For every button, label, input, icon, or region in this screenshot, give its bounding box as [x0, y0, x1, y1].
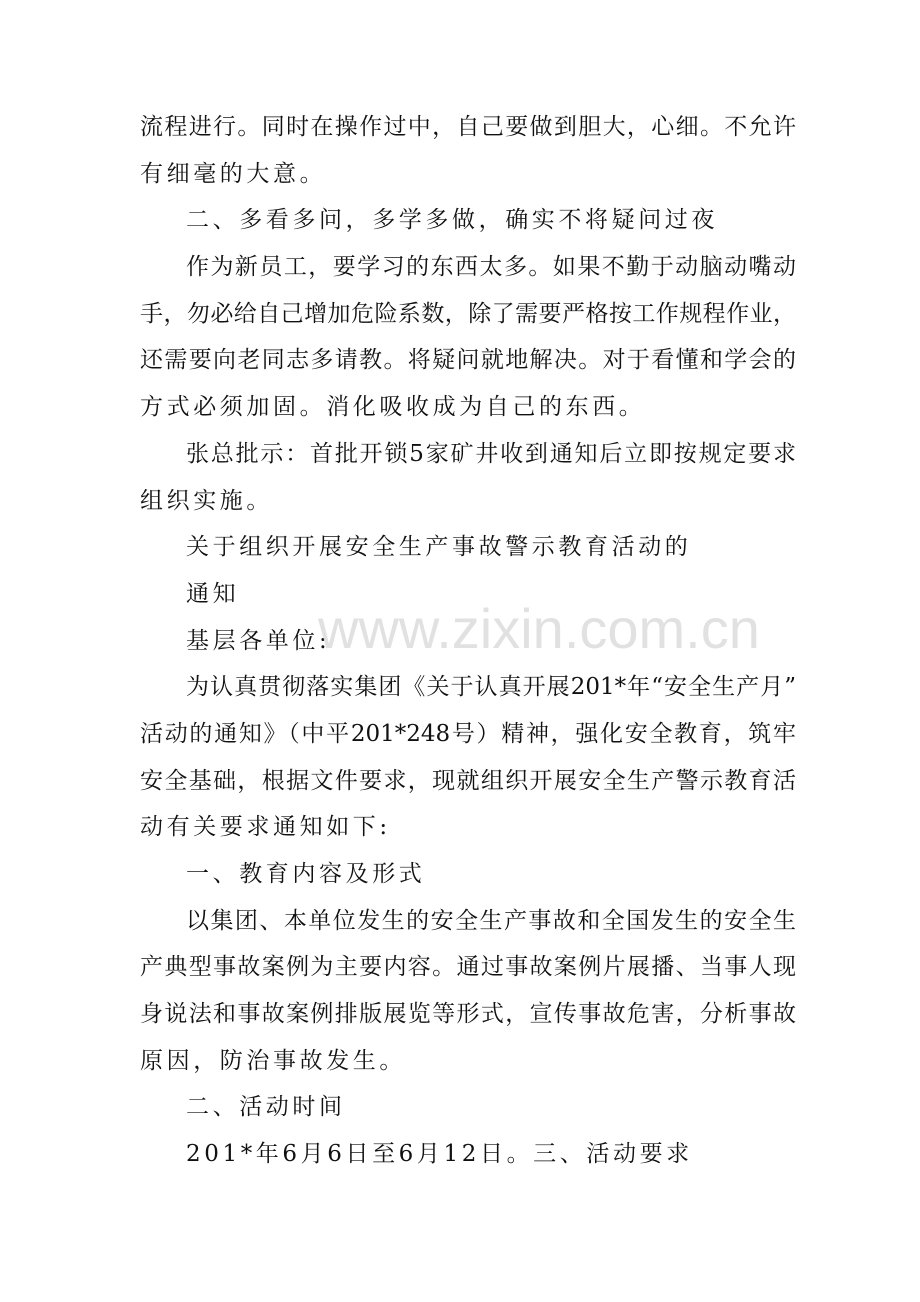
body-line: 身说法和事故案例排版展览等形式，宣传事故危害，分析事故 — [140, 1001, 796, 1028]
document-body — [140, 104, 796, 1178]
body-line: 流程进行。同时在操作过中，自己要做到胆大，心细。不允许 — [140, 114, 796, 140]
paragraph-start-line: 以集团、本单位发生的安全生产事故和全国发生的安全生 — [186, 907, 796, 934]
body-line: 组织实施。 — [140, 487, 273, 514]
body-line: 有细毫的大意。 — [140, 160, 327, 187]
body-line: 还需要向老同志多请教。将疑问就地解决。对于看懂和学会的 — [140, 347, 796, 374]
body-line: 方式必须加固。消化吸收成为自己的东西。 — [140, 394, 646, 421]
body-line: 手，勿必给自己增加危险系数，除了需要严格按工作规程作业， — [140, 300, 796, 327]
notice-title-line: 通知 — [186, 580, 240, 607]
section-heading: 一、教育内容及形式 — [186, 861, 426, 887]
notice-title-line: 关于组织开展安全生产事故警示教育活动的 — [186, 534, 692, 561]
section-heading: 二、多看多问，多学多做，确实不将疑问过夜 — [186, 207, 718, 234]
body-line: 动有关要求通知如下: — [140, 814, 391, 841]
watermark: www.zixin.com.cn — [318, 597, 760, 660]
paragraph-start-line: 张总批示：首批开锁5家矿井收到通知后立即按规定要求 — [186, 440, 796, 467]
paragraph-start-line: 作为新员工，要学习的东西太多。如果不勤于动脑动嘴动 — [186, 254, 796, 281]
body-line: 安全基础，根据文件要求，现就组织开展安全生产警示教育活 — [140, 767, 796, 794]
paragraph-start-line: 201*年6月6日至6月12日。三、活动要求 — [186, 1141, 693, 1168]
body-line: 原因，防治事故发生。 — [140, 1047, 406, 1074]
section-heading: 二、活动时间 — [186, 1094, 346, 1121]
body-line: 活动的通知》（中平201*248号）精神，强化安全教育，筑牢 — [140, 720, 796, 747]
salutation: 基层各单位: — [186, 627, 331, 654]
body-line: 产典型事故案例为主要内容。通过事故案例片展播、当事人现 — [140, 954, 796, 981]
paragraph-start-line: 为认真贯彻落实集团《关于认真开展201*年“安全生产月” — [186, 674, 796, 701]
